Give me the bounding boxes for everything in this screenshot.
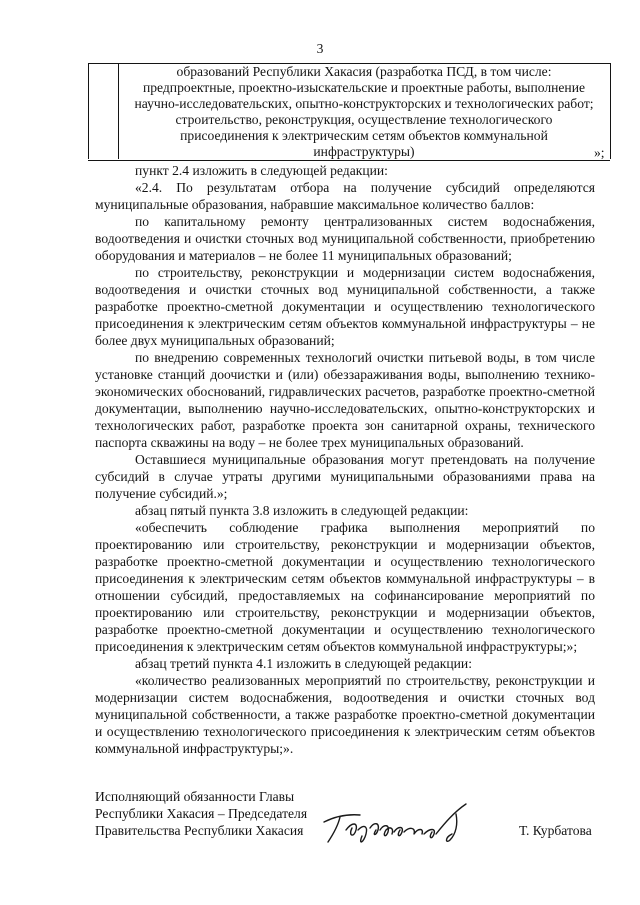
table-column-divider [118,63,119,159]
paragraph: по внедрению современных технологий очистки питьевой воды, в том числе установке станций доочистки и (или) обеззараживания воды, выполнению технико-экономических обоснований, гидравлических расчетов, разработке проектно-сметной документации, выполнению научно-исследовательских, опытно-конструкторских и технологических работ, разработке проекта зон санитарной охраны, технического паспорта скважины на воду – не более трех муниципальных образований. [95,350,595,450]
paragraph: «обеспечить соблюдение графика выполнения мероприятий по проектированию или строительству, реконструкции и модернизации объектов, разработке проектно-сметной документации и осуществлению технологического присоединения к электрическим сетям объектов коммунальной инфраструктуры – в отношении субсидий, предоставляемых на софинансирование мероприятий по проектированию или строительству, реконструкции и модернизации объектов, разработке проектно-сметной документации и осуществлению технологического присоединения к электрическим сетям объектов коммунальной инфраструктуры;»; [95,520,595,654]
paragraph: Оставшиеся муниципальные образования могут претендовать на получение субсидий в случае утраты другими муниципальными образованиями права на получение субсидий.»; [95,452,595,501]
paragraph: пункт 2.4 изложить в следующей редакции: [135,163,388,178]
table-closing-quote: »; [594,145,605,160]
table-border-right [610,63,611,159]
table-cell-line: присоединения к электрическим сетям объектов коммунальной [180,128,548,143]
paragraph: абзац третий пункта 4.1 изложить в следующей редакции: [135,656,472,671]
document-body [95,162,595,757]
table-cell-line: образований Республики Хакасия (разработка ПСД, в том числе: [176,64,552,79]
paragraph: «количество реализованных мероприятий по строительству, реконструкции и модернизации систем водоснабжения, водоотведения и очистки сточных вод муниципальной собственности, а также разработке проектно-сметной документации и осуществлению технологического присоединения к электрическим сетям объектов коммунальной инфраструктуры;». [95,673,595,756]
signatory-title [95,788,307,839]
handwritten-signature [318,800,488,848]
signatory-title-line: Исполняющий обязанности Главы [95,789,295,804]
table-cell-text [120,64,608,160]
table-cell-line: научно-исследовательских, опытно-конструкторских и технологических работ; [134,96,594,111]
paragraph: по строительству, реконструкции и модернизации систем водоснабжения, водоотведения и очистки сточных вод муниципальной собственности, а также разработке проектно-сметной документации и осуществлению технологического присоединения к электрическим сетям объектов коммунальной инфраструктуры – не более двух муниципальных образований; [95,265,595,348]
signatory-name: Т. Курбатова [519,823,592,838]
table-cell-line: инфраструктуры) [313,144,415,159]
paragraph: по капитальному ремонту централизованных систем водоснабжения, водоотведения и очистки сточных вод муниципальной собственности, приобретению оборудования и материалов – не более 11 муниципальных образований; [95,214,595,263]
paragraph: абзац пятый пункта 3.8 изложить в следующей редакции: [135,503,469,518]
paragraph: «2.4. По результатам отбора на получение субсидий определяются муниципальные образования, набравшие максимальное количество баллов: [95,180,595,212]
table-border-left [88,63,89,159]
table-cell-line: предпроектные, проектно-изыскательские и проектные работы, выполнение [142,80,586,95]
signatory-title-line: Республики Хакасия – Председателя [95,806,308,821]
signatory-title-line: Правительства Республики Хакасия [95,823,304,838]
page-number: 3 [316,41,324,56]
table-cell-line: строительство, реконструкция, осуществление технологического [175,112,553,127]
